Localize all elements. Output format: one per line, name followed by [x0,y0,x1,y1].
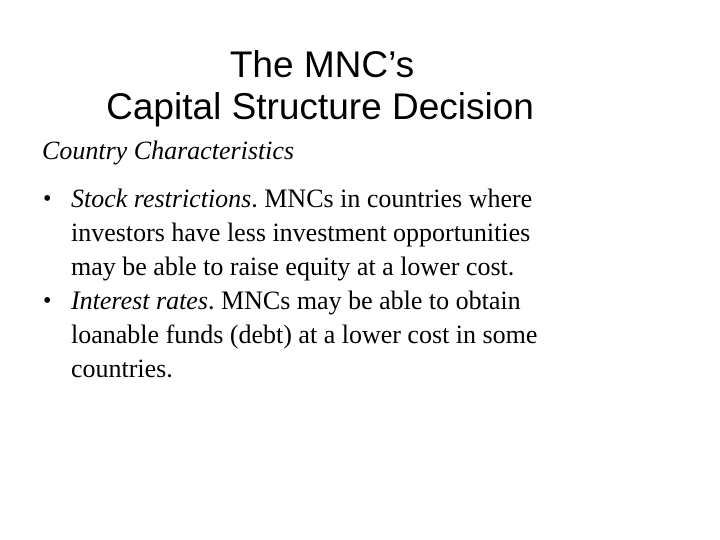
slide-title [0,44,640,128]
bullet-line: investors have less investment opportunities [71,218,531,247]
title-line-1: The MNC’s [229,44,415,85]
bullet-line: may be able to raise equity at a lower cost. [71,252,515,281]
bullet-term: Interest rates [71,286,208,315]
bullet-line: countries. [71,354,173,383]
bullet-term: Stock restrictions [71,184,252,213]
bullet-item-stock-restrictions [0,182,700,284]
bullet-line [71,284,700,318]
bullet-line-text: . MNCs may be able to obtain [207,286,521,315]
bullet-list [0,182,700,386]
bullet-text [71,284,700,386]
bullet-dot-icon: • [43,186,52,212]
bullet-line [71,182,700,216]
bullet-line-text: . MNCs in countries where [251,184,533,213]
bullet-dot-icon: • [43,288,52,314]
bullet-line: loanable funds (debt) at a lower cost in some [71,320,538,349]
title-line-2: Capital Structure Decision [106,86,534,127]
bullet-text [71,182,700,284]
bullet-item-interest-rates [0,284,700,386]
section-subheading: Country Characteristics [42,136,295,165]
